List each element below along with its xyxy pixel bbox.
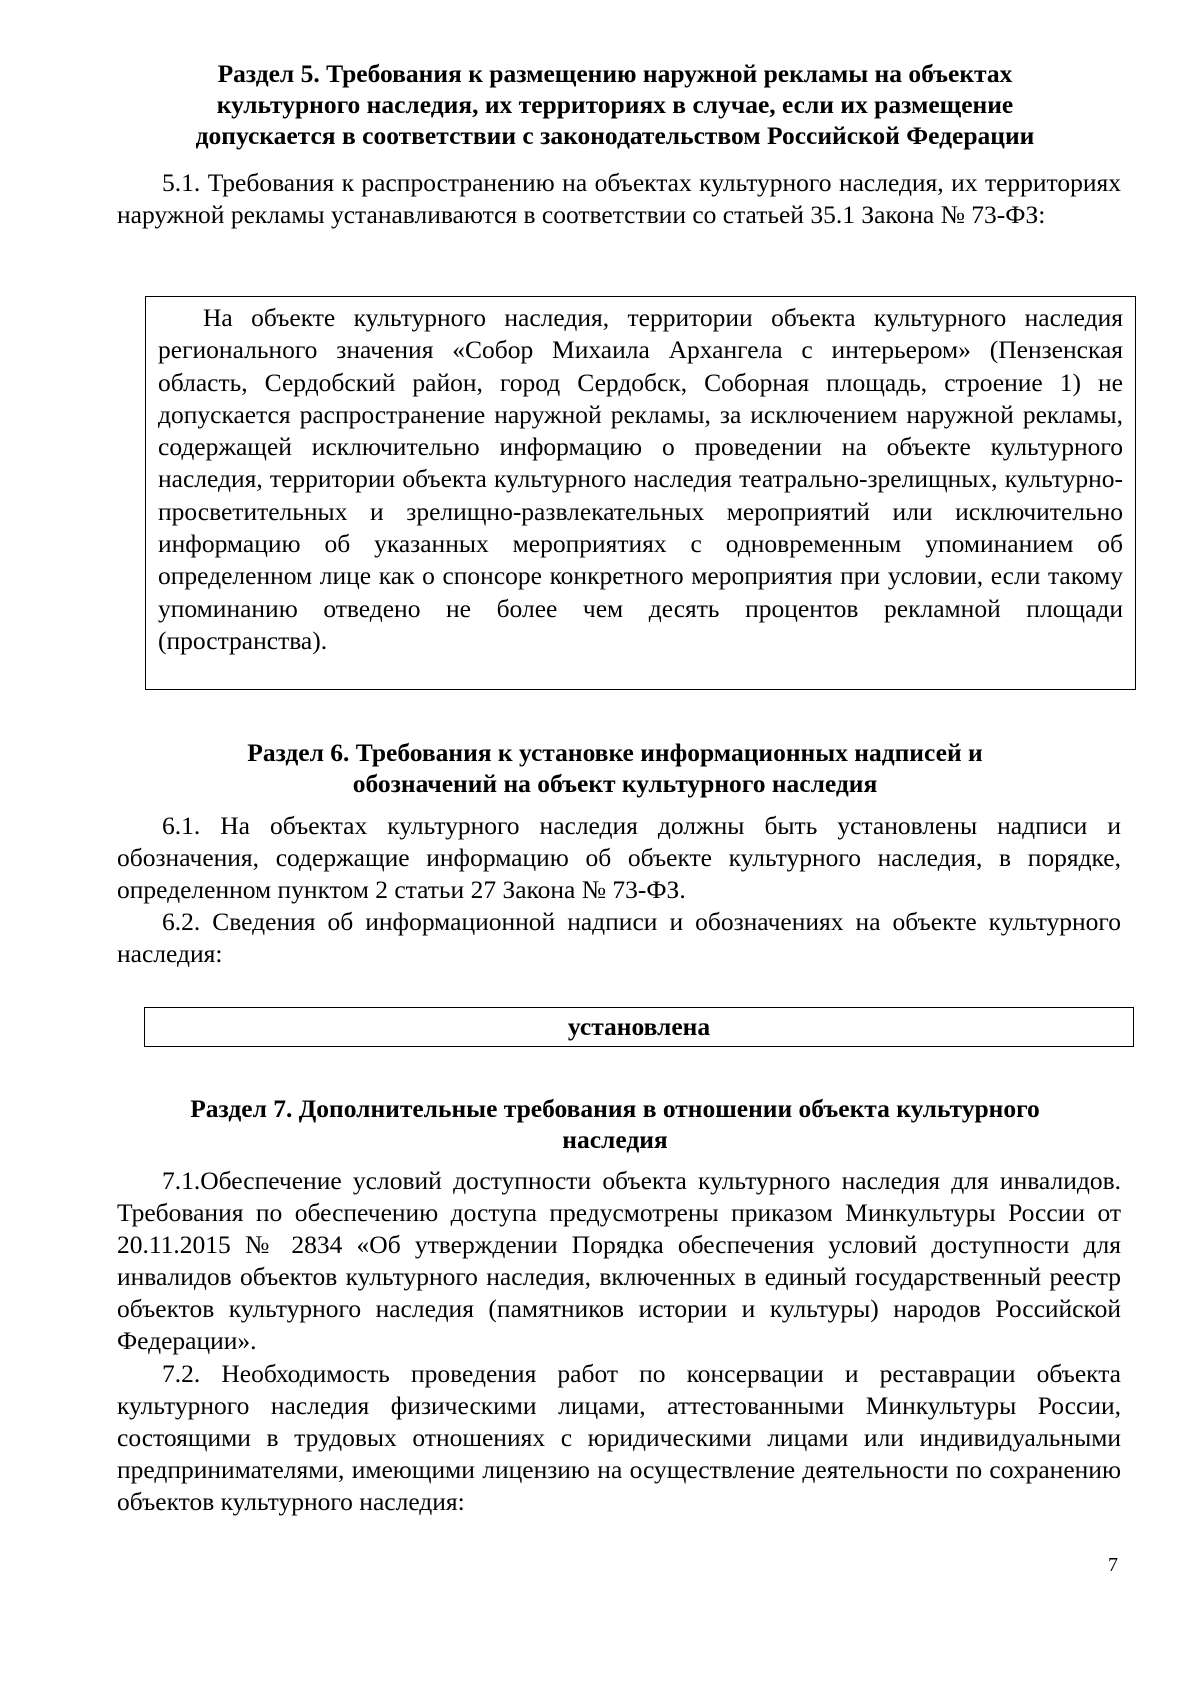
section-5-heading-line-2: культурного наследия, их территориях в случае, если их размещение	[216, 90, 1014, 119]
section-5-heading	[110, 58, 1120, 151]
section-7-heading-line-2: наследия	[562, 1125, 668, 1154]
page-number: 7	[1108, 1554, 1118, 1576]
inscription-status-value: установлена	[567, 1012, 711, 1041]
section-6-heading-line-2: обозначений на объект культурного наследия	[352, 769, 878, 798]
paragraph-7-2: 7.2. Необходимость проведения работ по консервации и реставрации объекта культурного наследия физическими лицами, аттестованными Минкультуры России, состоящими в трудовых отношениях с юридическими лицами или индивидуальными предпринимателями, имеющими лицензию на осуществление деятельности по сохранению объектов культурного наследия:	[117, 1359, 1121, 1516]
paragraph-7-1: 7.1.Обеспечение условий доступности объекта культурного наследия для инвалидов. Требования по обеспечению доступа предусмотрены приказом Минкультуры России от 20.11.2015 № 2834 «Об утверждении Порядка обеспечения условий доступности для инвалидов объектов культурного наследия, включенных в единый государственный реестр объектов культурного наследия (памятников истории и культуры) народов Российской Федерации».	[117, 1166, 1121, 1355]
section-6-heading-line-1: Раздел 6. Требования к установке информационных надписей и	[247, 738, 983, 767]
advertising-restriction-text: На объекте культурного наследия, территории объекта культурного наследия регионального значения «Собор Михаила Архангела с интерьером» (Пензенская область, Сердобский район, город Сердобск, Соборная площадь, строение 1) не допускается распространение наружной рекламы, за исключением наружной рекламы, содержащей исключительно информацию о проведении на объекте культурного наследия, территории объекта культурного наследия театрально-зрелищных, культурно-просветительных и зрелищно-развлекательных мероприятий или исключительно информацию об указанных мероприятиях с одновременным упоминанием об определенном лице как о спонсоре конкретного мероприятия при условии, если такому упоминанию отведено не более чем десять процентов рекламной площади (пространства).	[158, 303, 1123, 655]
paragraph-6-2: 6.2. Сведения об информационной надписи и обозначениях на объекте культурного наследия:	[117, 907, 1121, 968]
paragraph-5-1: 5.1. Требования к распространению на объектах культурного наследия, их территориях наружной рекламы устанавливаются в соответствии со статьей 35.1 Закона № 73-ФЗ:	[117, 168, 1121, 229]
section-5-heading-line-3: допускается в соответствии с законодательством Российской Федерации	[195, 121, 1035, 150]
paragraph-6-1: 6.1. На объектах культурного наследия должны быть установлены надписи и обозначения, содержащие информацию об объекте культурного наследия, в порядке, определенном пунктом 2 статьи 27 Закона № 73-ФЗ.	[117, 811, 1121, 904]
section-7-heading	[110, 1093, 1120, 1155]
section-7-heading-line-1: Раздел 7. Дополнительные требования в отношении объекта культурного	[190, 1094, 1040, 1123]
inscription-status-box	[144, 1007, 1134, 1047]
advertising-restriction-box	[145, 296, 1136, 690]
section-6-heading	[110, 737, 1120, 799]
section-5-heading-line-1: Раздел 5. Требования к размещению наружной рекламы на объектах	[217, 59, 1013, 88]
